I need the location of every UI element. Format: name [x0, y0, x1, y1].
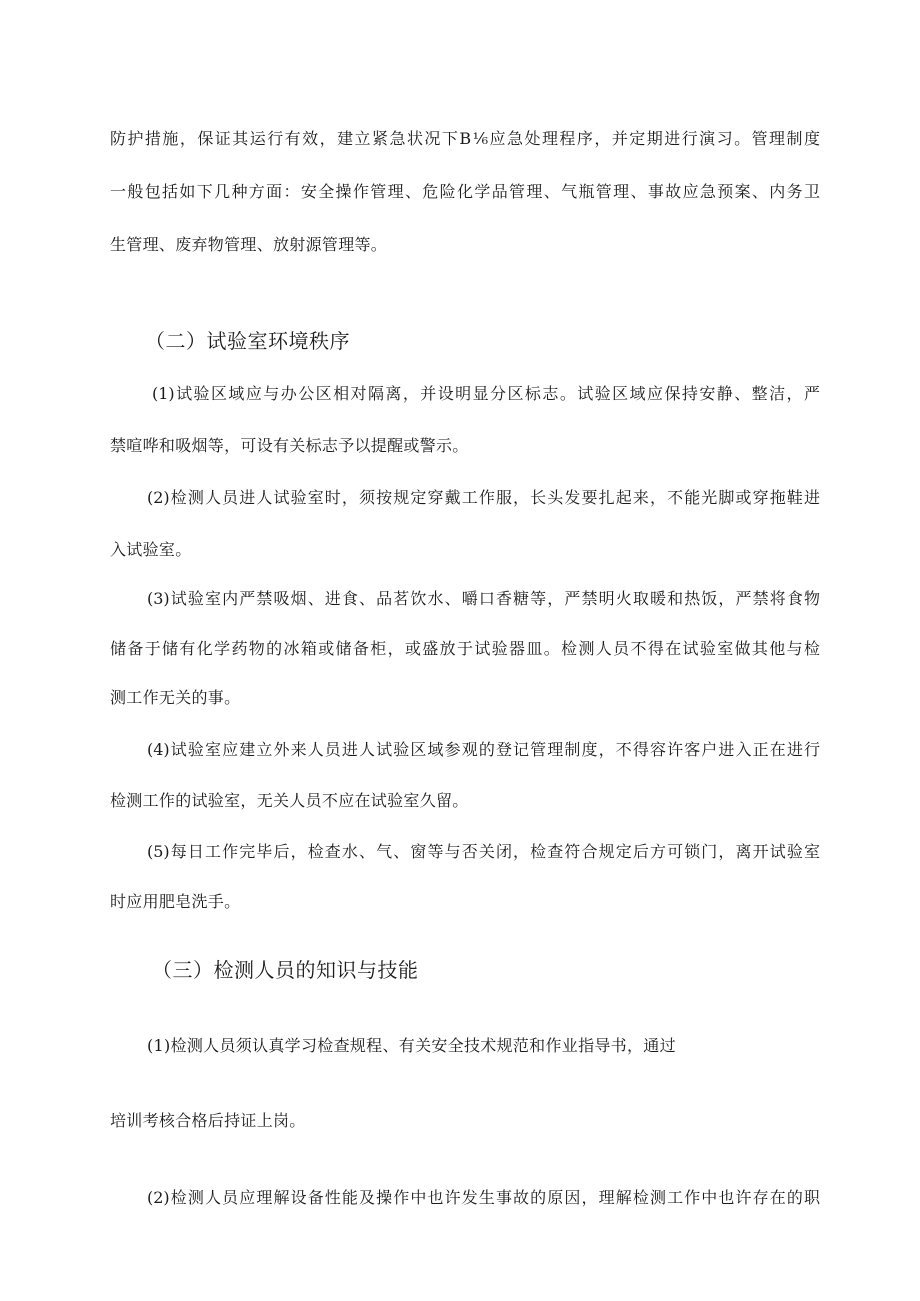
env-item-3-line-2: 储备于储有化学药物的冰箱或储备柜，或盛放于试验器皿。检测人员不得在试验室做其他与检 [110, 639, 820, 658]
env-item-4-line-1: (4)试验室应建立外来人员进人试验区域参观的登记管理制度，不得容许客户进入正在进行 [147, 740, 820, 759]
env-item-3-line-3: 测工作无关的事。 [110, 688, 241, 707]
personnel-item-2-line-1: (2)检测人员应理解设备性能及操作中也许发生事故的原因，理解检测工作中也许存在的职 [147, 1188, 820, 1207]
env-item-4-line-2: 检测工作的试验室，无关人员不应在试验室久留。 [110, 791, 469, 810]
intro-line-2: 一般包括如下几种方面：安全操作管理、危险化学品管理、气瓶管理、事故应急预案、内务卫 [110, 182, 820, 201]
intro-line-3: 生管理、废弃物管理、放射源管理等。 [110, 235, 388, 254]
section-heading-personnel: （三）检测人员的知识与技能 [152, 958, 419, 982]
env-item-2-line-2: 入试验室。 [110, 540, 192, 559]
env-item-5-line-1: (5)每日工作完毕后，检查水、气、窗等与否关闭，检查符合规定后方可锁门，离开试验室 [147, 842, 820, 861]
env-item-1-line-2: 禁喧哗和吸烟等，可设有关标志予以提醒或警示。 [110, 436, 469, 455]
env-item-3-line-1: (3)试验室内严禁吸烟、进食、品茗饮水、嚼口香糖等，严禁明火取暖和热饭，严禁将食物 [147, 589, 820, 608]
env-item-1-line-1: (1)试验区域应与办公区相对隔离，并设明显分区标志。试验区域应保持安静、整洁，严 [152, 384, 820, 403]
personnel-item-1-line-2: 培训考核合格后持证上岗。 [110, 1111, 306, 1130]
personnel-item-1-line-1: (1)检测人员须认真学习检查规程、有关安全技术规范和作业指导书，通过 [147, 1036, 676, 1055]
env-item-2-line-1: (2)检测人员进人试验室时，须按规定穿戴工作服，长头发要扎起来，不能光脚或穿拖鞋进 [147, 488, 820, 507]
env-item-5-line-2: 时应用肥皂洗手。 [110, 892, 241, 911]
intro-line-1: 防护措施，保证其运行有效，建立紧急状况下B⅙应急处理程序，并定期进行演习。管理制度 [110, 129, 820, 148]
section-heading-environment: （二）试验室环境秩序 [145, 329, 350, 353]
